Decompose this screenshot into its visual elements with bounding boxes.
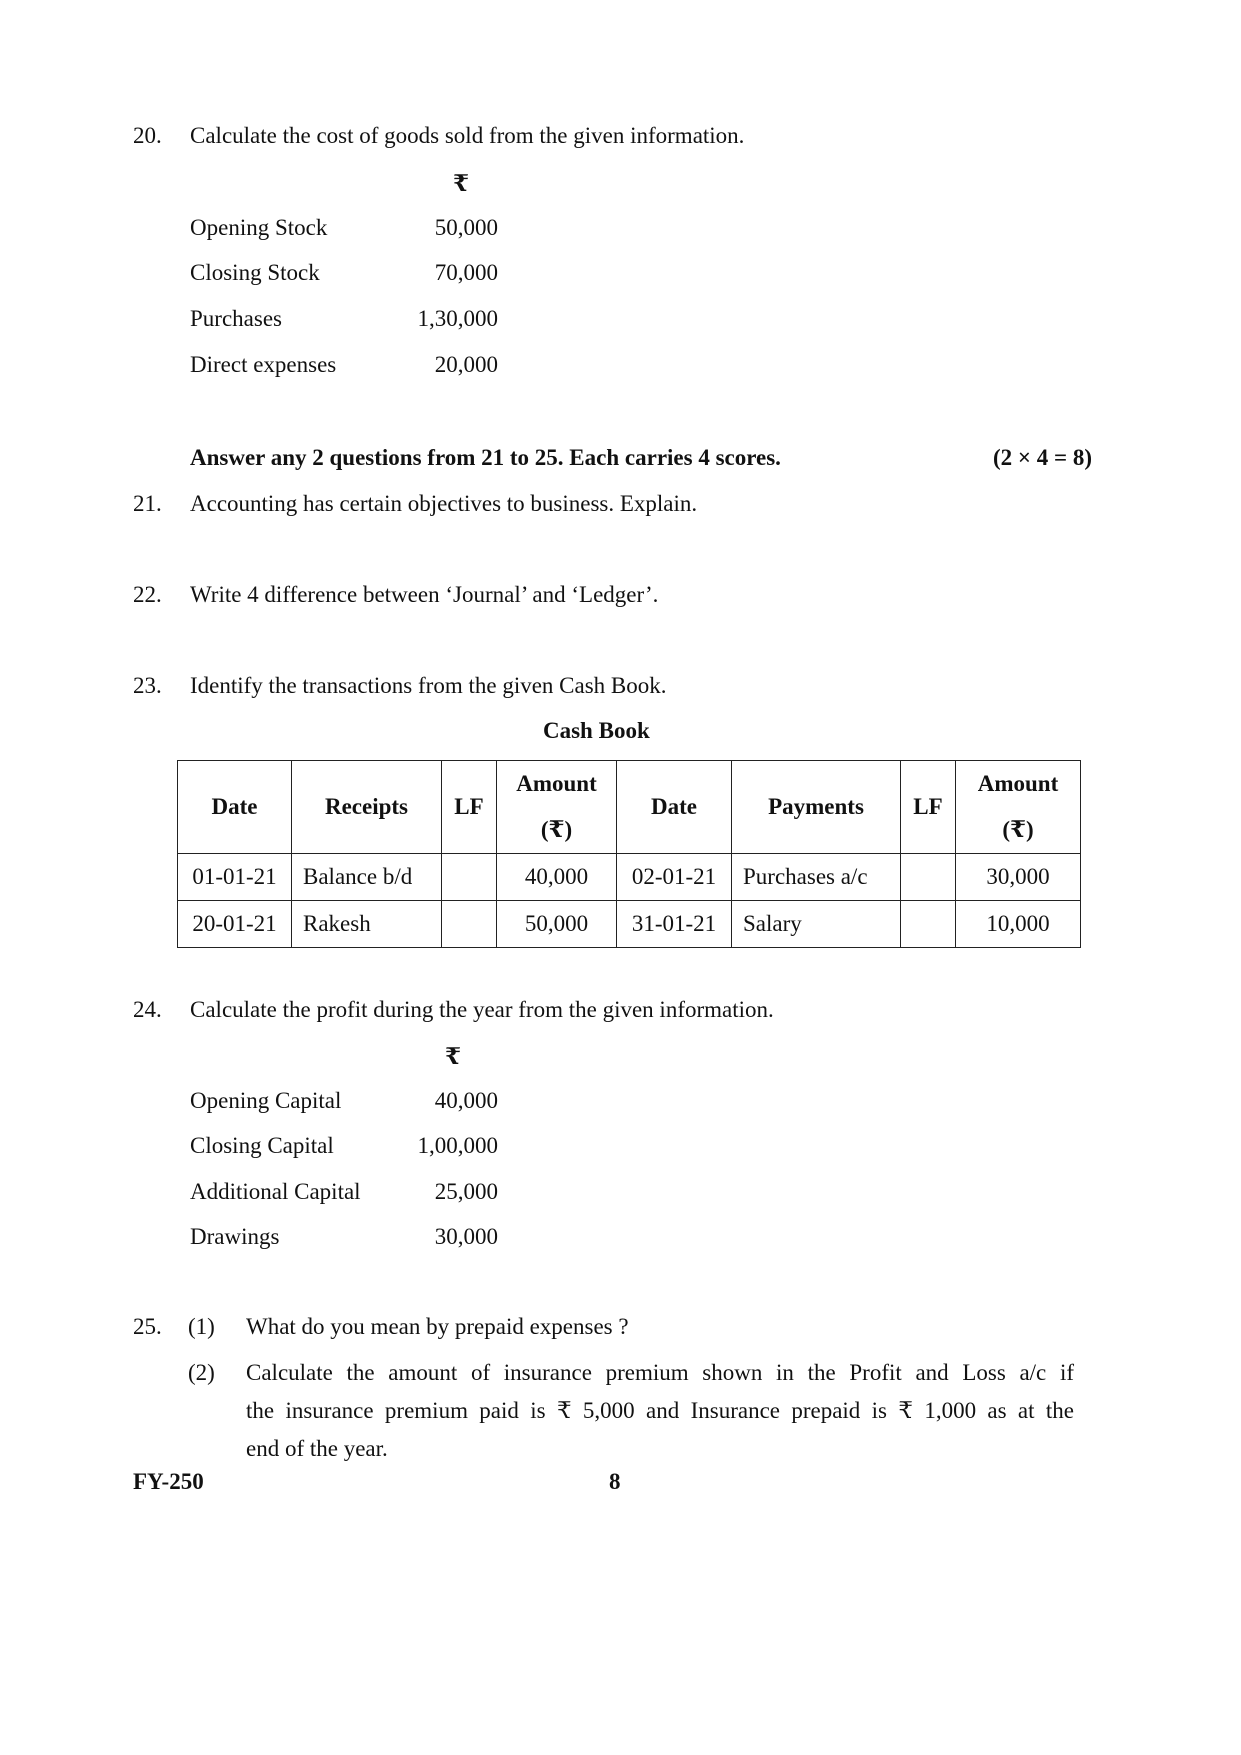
question-text: Identify the transactions from the given Cash Book. <box>190 673 667 698</box>
item-value: 70,000 <box>434 260 498 285</box>
item-label: Drawings <box>190 1224 280 1249</box>
item-value: 40,000 <box>434 1088 498 1113</box>
table-title: Cash Book <box>543 718 650 743</box>
header-date: Date <box>617 761 732 854</box>
header-amount-label: Amount <box>977 771 1059 796</box>
header-amount-unit: (₹) <box>1002 817 1034 842</box>
item-label: Purchases <box>190 306 282 331</box>
question-number: 25. <box>133 1314 162 1339</box>
question-number: 23. <box>133 673 162 698</box>
question-number: 24. <box>133 997 162 1022</box>
cell-amount: 10,000 <box>956 901 1081 948</box>
cell-payment: Salary <box>732 901 901 948</box>
item-value: 50,000 <box>434 215 498 240</box>
item-value: 30,000 <box>434 1224 498 1249</box>
sub-question-number: (2) <box>188 1360 215 1385</box>
page-number: 8 <box>609 1469 621 1494</box>
sub-question-text: What do you mean by prepaid expenses ? <box>246 1314 629 1339</box>
cell-lf <box>442 854 497 901</box>
table-header-row <box>178 761 1081 854</box>
item-value: 1,30,000 <box>417 306 498 331</box>
item-label: Closing Capital <box>190 1133 334 1158</box>
question-text: Write 4 difference between ‘Journal’ and ‘Ledger’. <box>190 582 659 607</box>
text-line: the insurance premium paid is ₹ 5,000 and Insurance prepaid is ₹ 1,000 as at the <box>246 1398 1074 1423</box>
cell-amount: 30,000 <box>956 854 1081 901</box>
header-amount-unit: (₹) <box>540 817 573 842</box>
section-marks: (2 × 4 = 8) <box>993 445 1093 470</box>
cell-date: 20-01-21 <box>178 901 292 948</box>
sub-question-text <box>246 1354 1074 1468</box>
question-number: 20. <box>133 123 162 148</box>
cell-payment: Purchases a/c <box>732 854 901 901</box>
text-line: end of the year. <box>246 1436 388 1461</box>
cell-date: 31-01-21 <box>617 901 732 948</box>
sub-question-number: (1) <box>188 1314 215 1339</box>
item-value: 25,000 <box>434 1179 498 1204</box>
header-lf: LF <box>901 761 956 854</box>
header-receipts: Receipts <box>292 761 442 854</box>
header-amount-label: Amount <box>516 771 597 796</box>
header-date: Date <box>178 761 292 854</box>
cell-receipt: Balance b/d <box>292 854 442 901</box>
currency-header: ₹ <box>445 1044 462 1069</box>
header-amount <box>497 761 617 854</box>
cell-lf <box>901 854 956 901</box>
header-amount <box>956 761 1081 854</box>
item-value: 1,00,000 <box>417 1133 498 1158</box>
question-number: 22. <box>133 582 162 607</box>
cash-book-table <box>177 760 1081 948</box>
item-label: Additional Capital <box>190 1179 361 1204</box>
question-text: Calculate the profit during the year from the given information. <box>190 997 774 1022</box>
text-line: Calculate the amount of insurance premium shown in the Profit and Loss a/c if <box>246 1360 1074 1385</box>
question-text: Accounting has certain objectives to business. Explain. <box>190 491 698 516</box>
item-label: Opening Stock <box>190 215 328 240</box>
question-text: Calculate the cost of goods sold from the given information. <box>190 123 745 148</box>
item-label: Direct expenses <box>190 352 337 377</box>
section-instruction: Answer any 2 questions from 21 to 25. Each carries 4 scores. <box>190 445 781 470</box>
cell-lf <box>901 901 956 948</box>
cell-lf <box>442 901 497 948</box>
cell-date: 01-01-21 <box>178 854 292 901</box>
header-payments: Payments <box>732 761 901 854</box>
exam-code: FY-250 <box>133 1469 204 1494</box>
item-label: Closing Stock <box>190 260 320 285</box>
cell-amount: 40,000 <box>497 854 617 901</box>
item-value: 20,000 <box>434 352 498 377</box>
table-row <box>178 901 1081 948</box>
question-number: 21. <box>133 491 162 516</box>
cell-receipt: Rakesh <box>292 901 442 948</box>
item-label: Opening Capital <box>190 1088 342 1113</box>
header-lf: LF <box>442 761 497 854</box>
table-row <box>178 854 1081 901</box>
currency-header: ₹ <box>453 171 470 196</box>
cell-amount: 50,000 <box>497 901 617 948</box>
cell-date: 02-01-21 <box>617 854 732 901</box>
